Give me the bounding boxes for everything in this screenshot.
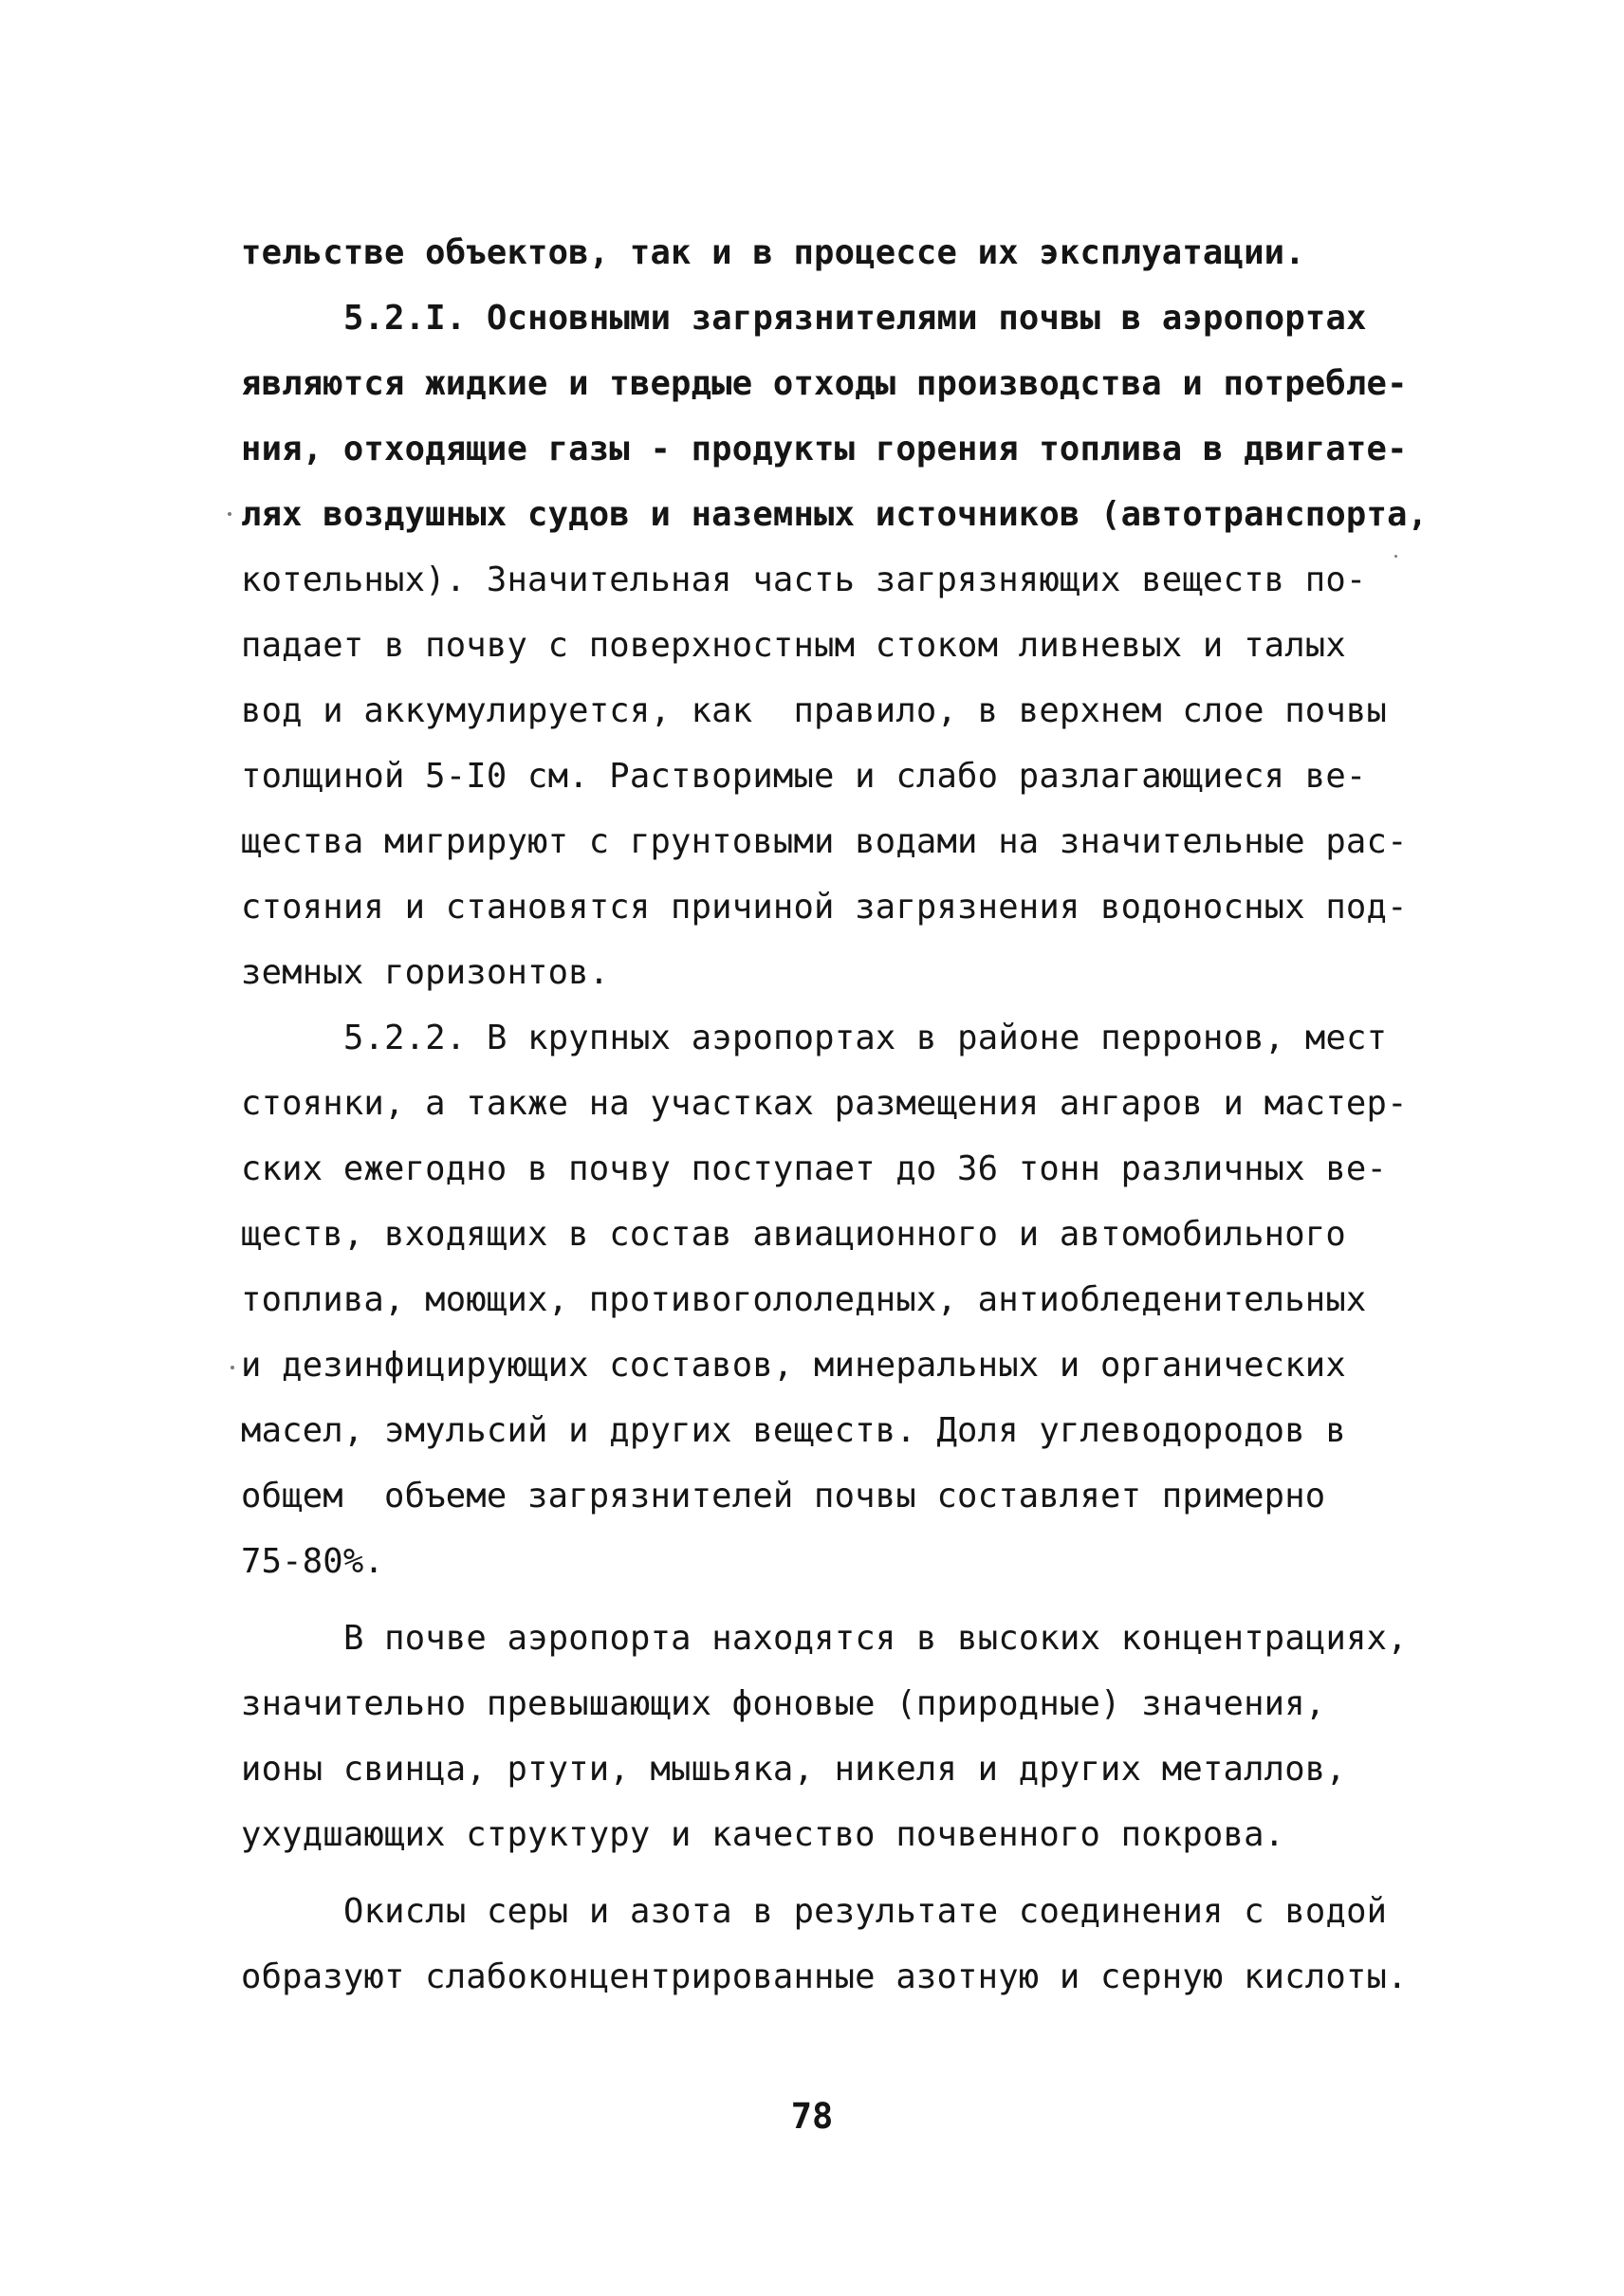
scan-speck [1394,555,1397,558]
text-line: тельстве объектов, так и в процессе их эксплуатации. [241,233,1305,272]
paragraph-oxides [241,1879,1408,2010]
paragraph-continuation [241,220,1408,285]
text-line: и дезинфицирующих составов, минеральных и органических [241,1346,1346,1385]
text-line: 5.2.2. В крупных аэропортах в районе перронов, мест [343,1019,1388,1057]
text-line: вод и аккумулируется, как правило, в верхнем слое почвы [241,691,1388,730]
text-line: топлива, моющих, противогололедных, антиобледенительных [241,1280,1367,1319]
text-line: Окислы серы и азота в результате соединения с водой [343,1892,1388,1931]
text-line: стояния и становятся причиной загрязнения водоносных под- [241,888,1408,927]
text-line: падает в почву с поверхностным стоком ливневых и талых [241,626,1346,665]
text-line: котельных). Значительная часть загрязняющих веществ по- [241,560,1367,599]
body-text [241,220,1429,2010]
text-line: значительно превышающих фоновые (природные) значения, [241,1684,1326,1723]
text-line: образуют слабоконцентрированные азотную и серную кислоты. [241,1957,1408,1996]
text-line: ния, отходящие газы - продукты горения топлива в двигате- [241,430,1408,468]
text-line: ских ежегодно в почву поступает до 36 тонн различных ве- [241,1149,1388,1188]
text-line: общем объеме загрязнителей почвы составляет примерно [241,1477,1326,1515]
text-line: ионы свинца, ртути, мышьяка, никеля и других металлов, [241,1750,1346,1789]
text-line: 5.2.I. Основными загрязнителями почвы в аэропортах [343,299,1367,338]
paragraph-5-2-2 [241,1005,1408,1594]
text-line: толщиной 5-I0 см. Растворимые и слабо разлагающиеся ве- [241,757,1367,796]
scan-speck [231,1366,234,1369]
text-line: являются жидкие и твердые отходы производства и потребле- [241,364,1408,403]
text-line: лях воздушных судов и наземных источников (автотранспорта, [241,495,1429,534]
paragraph-5-2-1 [241,285,1429,1005]
text-line: щества мигрируют с грунтовыми водами на значительные рас- [241,822,1408,861]
text-line: стоянки, а также на участках размещения ангаров и мастер- [241,1084,1408,1123]
scan-speck [228,512,231,516]
text-line: 75-80%. [241,1542,385,1581]
paragraph-metals [241,1606,1408,1867]
page-number: 78 [790,2096,834,2137]
text-line: ществ, входящих в состав авиационного и автомобильного [241,1215,1346,1254]
text-line: ухудшающих структуру и качество почвенного покрова. [241,1815,1285,1854]
text-line: земных горизонтов. [241,953,610,992]
text-line: масел, эмульсий и других веществ. Доля углеводородов в [241,1411,1346,1450]
text-line: В почве аэропорта находятся в высоких концентрациях, [343,1619,1408,1658]
